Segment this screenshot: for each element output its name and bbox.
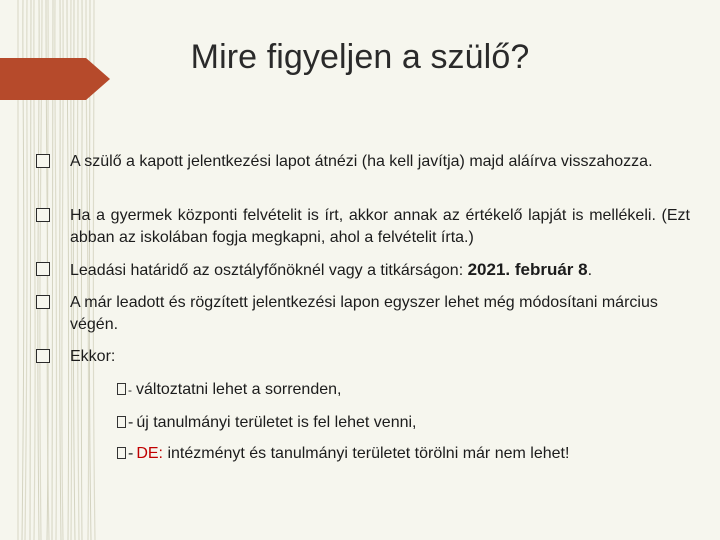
small-square-bullet-icon: [117, 416, 126, 428]
square-bullet-icon: [36, 262, 50, 276]
deadline-period: .: [587, 262, 593, 279]
sub-item-3: [117, 443, 569, 465]
bullet-text-deadline: [70, 259, 690, 282]
bullet-text: Ha a gyermek központi felvételit is írt, akkor annak az értékelő lapját is mellékeli. (Ezt abban az iskolában fogja megkapni, ahol a felvételit írta.): [70, 207, 690, 246]
sub-text: intézményt és tanulmányi területet törölni már nem lehet!: [163, 445, 570, 462]
square-bullet-icon: [36, 349, 50, 363]
slide-title: Mire figyeljen a szülő?: [190, 38, 530, 76]
bullet-item-1: [36, 151, 690, 173]
bullet-text: Ekkor:: [70, 348, 116, 365]
deadline-date: 2021. február 8: [467, 260, 588, 279]
bullet-text: A már leadott és rögzített jelentkezési lapon egyszer lehet még módosítani március végén.: [70, 294, 658, 333]
sub-prefix: -: [128, 414, 134, 431]
sub-prefix: -: [128, 383, 132, 397]
sub-prefix: -: [128, 445, 134, 462]
bullet-text: A szülő a kapott jelentkezési lapot átnézi (ha kell javítja) majd aláírva visszahozza.: [70, 153, 653, 170]
bullet-item-4: [36, 292, 690, 336]
deadline-text: Leadási határidő az osztályfőnöknél vagy a titkárságon:: [70, 262, 468, 279]
bullet-item-5: [36, 346, 690, 368]
highlight-text: DE:: [136, 445, 163, 462]
bullet-item-3: [36, 259, 690, 282]
small-square-bullet-icon: [117, 447, 126, 459]
sub-item-1: [117, 379, 341, 401]
square-bullet-icon: [36, 154, 50, 168]
square-bullet-icon: [36, 295, 50, 309]
sub-text: változtatni lehet a sorrenden,: [136, 381, 342, 398]
small-square-bullet-icon: [117, 383, 126, 395]
square-bullet-icon: [36, 208, 50, 222]
bullet-item-2: [36, 205, 690, 249]
sub-text: új tanulmányi területet is fel lehet venni,: [136, 414, 417, 431]
sub-item-2: [117, 412, 416, 434]
